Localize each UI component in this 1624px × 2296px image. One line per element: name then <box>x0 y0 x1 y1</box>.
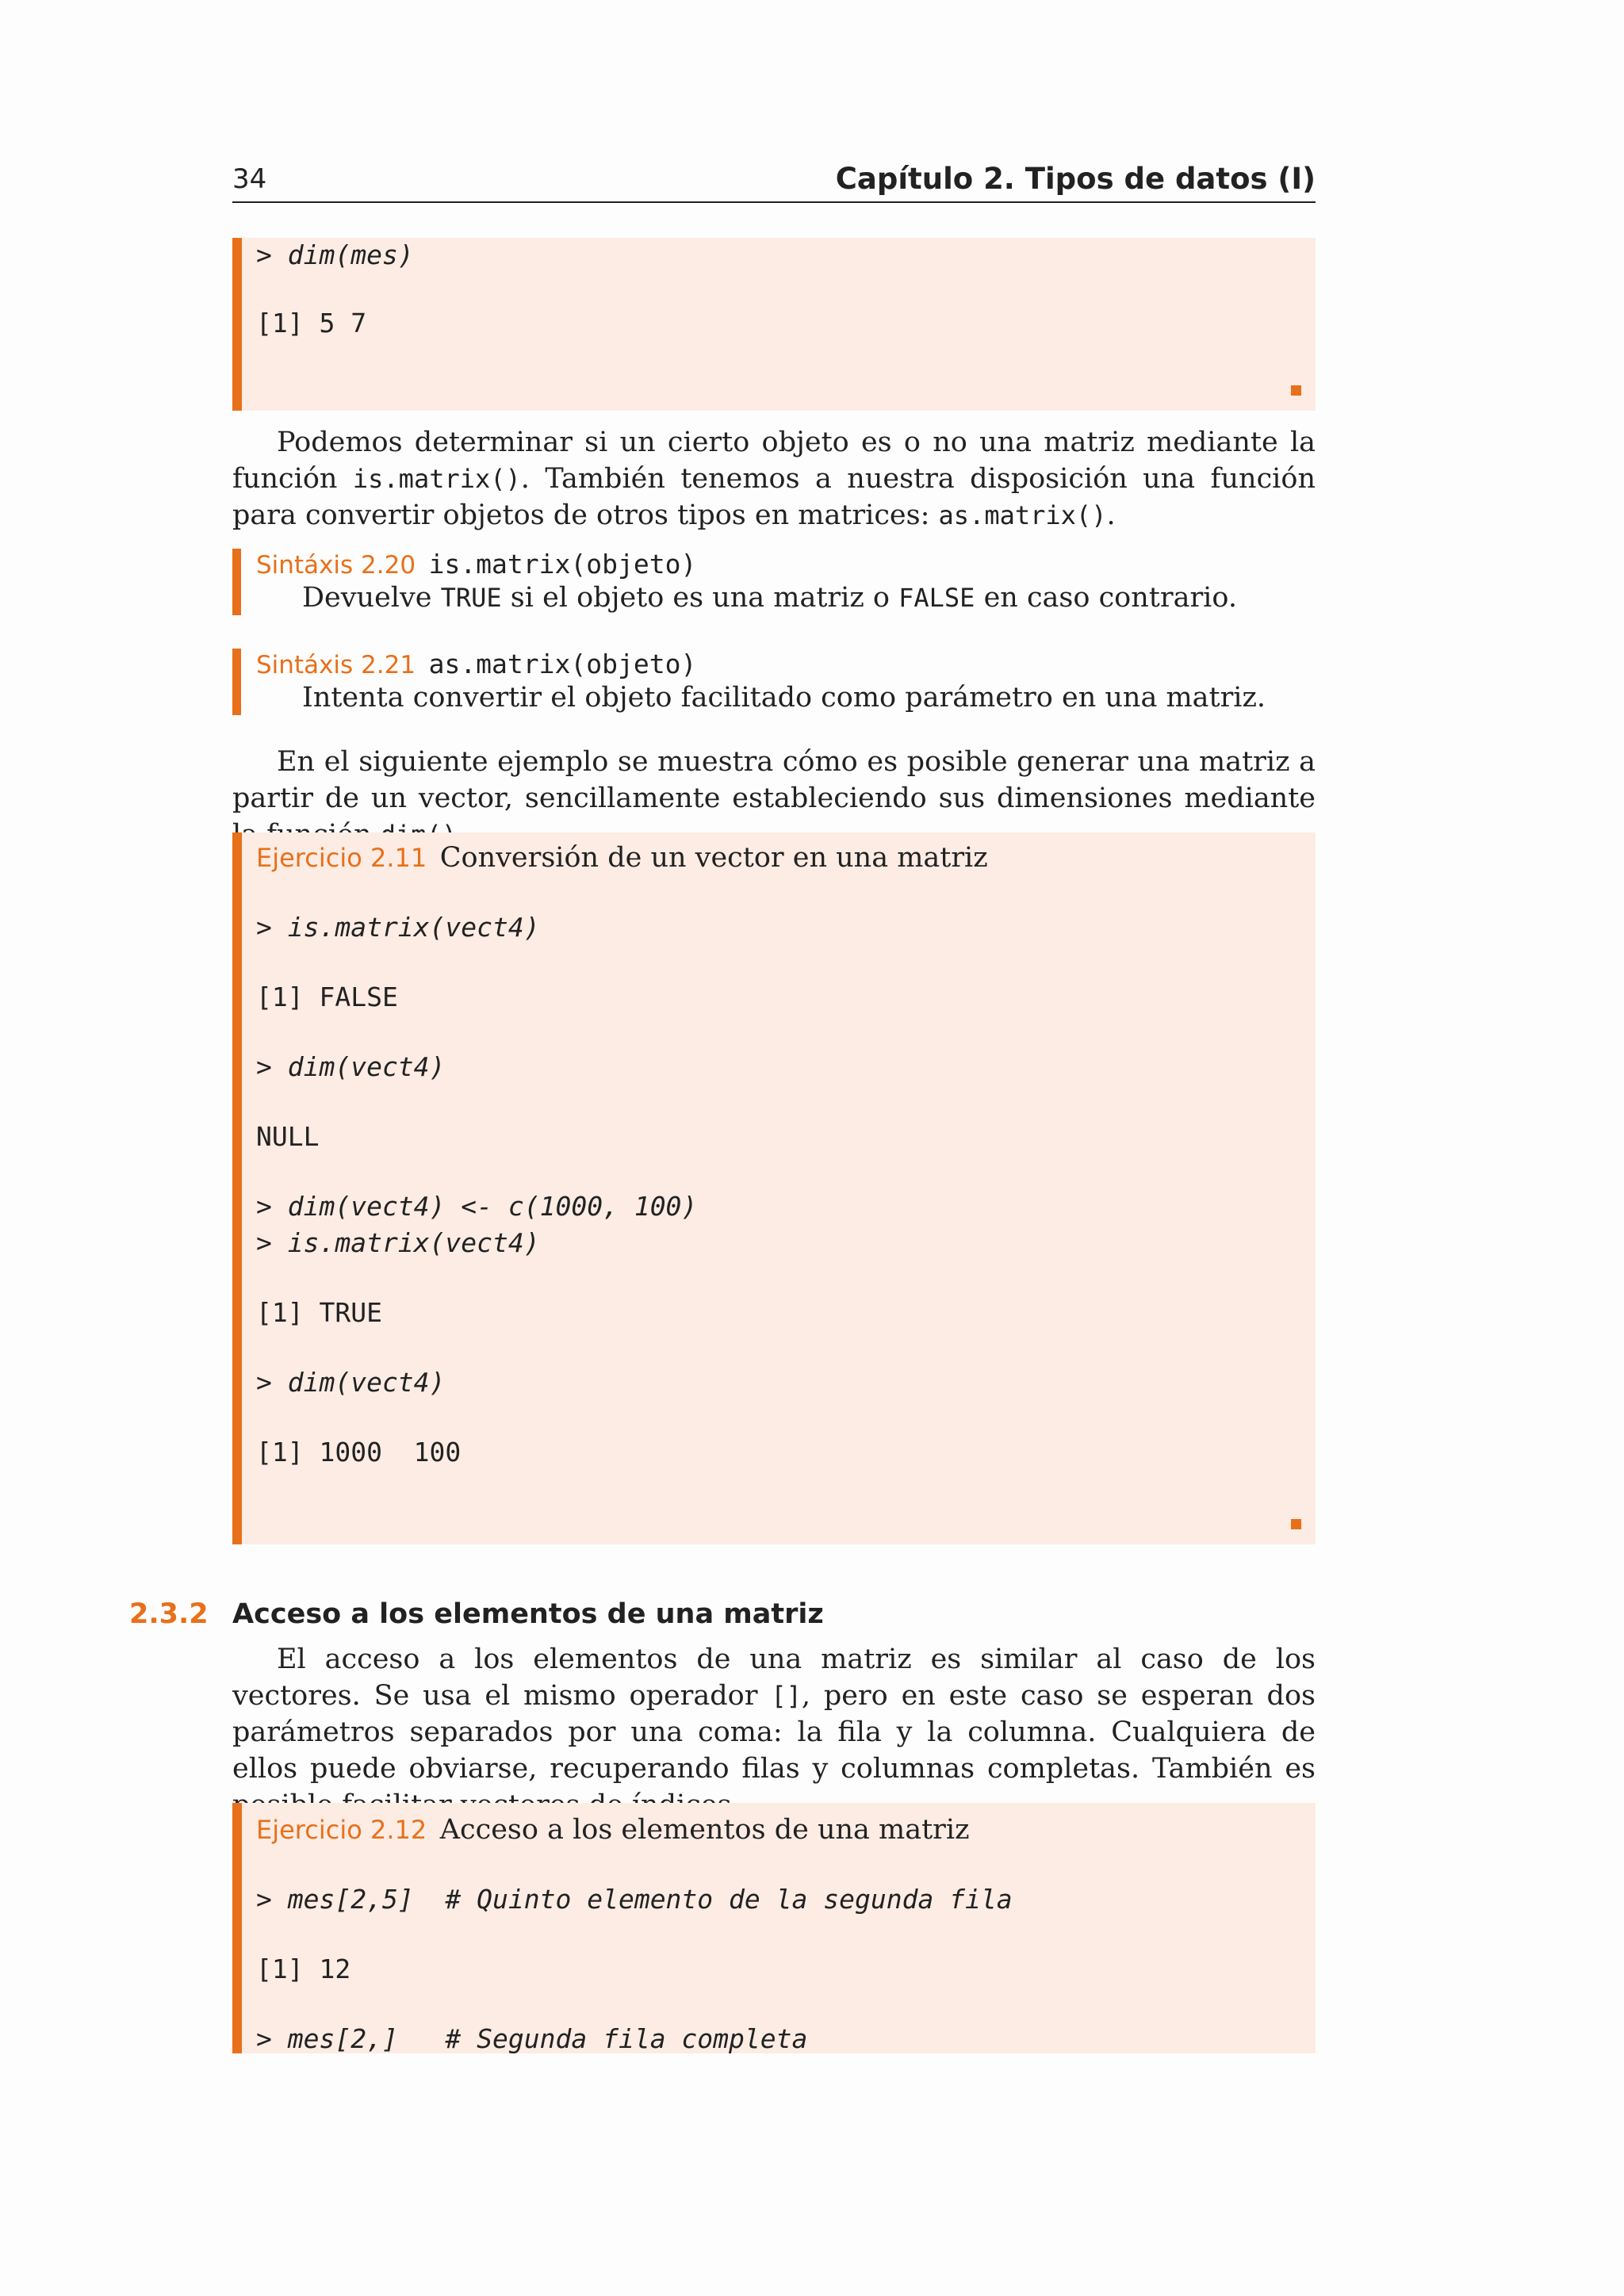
section-title: Acceso a los elementos de una matriz <box>232 1598 824 1630</box>
inline-code: as.matrix() <box>938 500 1107 530</box>
exercise-2-11 <box>232 832 1316 1544</box>
code-output: [1] 12 <box>256 1954 351 1984</box>
syntax-heading <box>256 549 696 580</box>
exercise-label: Ejercicio 2.12 <box>256 1815 427 1845</box>
inline-code: is.matrix() <box>352 464 521 494</box>
box-accent-bar <box>232 1803 242 2053</box>
code-line: > is.matrix(vect4) <box>256 912 540 943</box>
code-output: [1] TRUE <box>256 1297 382 1328</box>
syntax-description <box>302 582 1237 614</box>
section-number: 2.3.2 <box>129 1598 209 1630</box>
syntax-command: as.matrix(objeto) <box>428 649 697 679</box>
page-number: 34 <box>232 163 267 195</box>
syntax-command: is.matrix(objeto) <box>428 549 697 580</box>
code-line: > dim(mes) <box>256 239 414 270</box>
exercise-label: Ejercicio 2.11 <box>256 843 427 873</box>
code-line: > mes[2,5] # Quinto elemento de la segunda fila <box>256 1884 1013 1915</box>
syntax-block-is-matrix <box>232 549 1316 615</box>
box-accent-bar <box>232 832 242 1544</box>
syntax-description: Intenta convertir el objeto facilitado como parámetro en una matriz. <box>302 682 1266 714</box>
syntax-accent-bar <box>232 649 241 715</box>
text-run: en caso contrario. <box>975 582 1237 614</box>
code-output: [1] 1000 100 <box>256 1437 462 1468</box>
text-run: El acceso a los elementos de una matriz es similar al caso de los vectores. Se usa el mismo operador <box>232 1644 1316 1712</box>
code-line: > dim(vect4) <box>256 1367 446 1398</box>
code-line: > is.matrix(vect4) <box>256 1227 540 1258</box>
inline-code: FALSE <box>898 583 975 613</box>
syntax-heading <box>256 649 696 680</box>
code-output: [1] FALSE <box>256 982 398 1012</box>
exercise-heading <box>256 842 988 874</box>
text-run: , pero en este caso se esperan dos parámetros separados por una coma: la fila y la columna. Cualquiera de ellos puede obviarse, recuperando filas y columnas completas. También es <box>232 1680 1316 1785</box>
end-marker-icon <box>1291 385 1301 396</box>
paragraph-matrix-functions <box>232 424 1316 534</box>
exercise-heading <box>256 1814 970 1846</box>
text-run: Podemos determinar si un cierto objeto es o no una matriz mediante la función <box>232 427 1316 495</box>
syntax-label: Sintáxis 2.20 <box>256 551 416 580</box>
exercise-title: Conversión de un vector en una matriz <box>439 842 988 874</box>
exercise-title: Acceso a los elementos de una matriz <box>439 1814 970 1846</box>
syntax-label: Sintáxis 2.21 <box>256 651 416 679</box>
text-run: . <box>1106 499 1116 531</box>
inline-code: [] <box>771 1681 802 1711</box>
box-accent-bar <box>232 238 242 411</box>
inline-code: TRUE <box>440 583 502 613</box>
code-line: > mes[2,] # Segunda fila completa <box>256 2023 808 2054</box>
code-box-dim-mes <box>232 238 1316 411</box>
syntax-block-as-matrix <box>232 649 1316 715</box>
page-header <box>232 157 1316 203</box>
paragraph-matrix-access <box>232 1641 1316 1823</box>
code-line: > dim(vect4) <box>256 1051 446 1082</box>
code-line: > dim(vect4) <- c(1000, 100) <box>256 1191 698 1222</box>
end-marker-icon <box>1291 1519 1301 1529</box>
text-run: Devuelve <box>302 582 441 614</box>
chapter-title: Capítulo 2. Tipos de datos (I) <box>835 162 1316 196</box>
text-run: En el siguiente ejemplo se muestra cómo es posible generar una matriz a partir de un vector, sencillamente estableciendo sus dimensiones mediante <box>232 746 1316 814</box>
text-run: si el objeto es una matriz o <box>501 582 899 614</box>
code-output: NULL <box>256 1121 320 1152</box>
text-run: . También tenemos a nuestra disposición una función para convertir objetos de otros tipos en matrices: <box>232 463 1316 531</box>
exercise-2-12 <box>232 1803 1316 2053</box>
code-output: [1] 5 7 <box>256 308 367 339</box>
syntax-accent-bar <box>232 549 241 615</box>
